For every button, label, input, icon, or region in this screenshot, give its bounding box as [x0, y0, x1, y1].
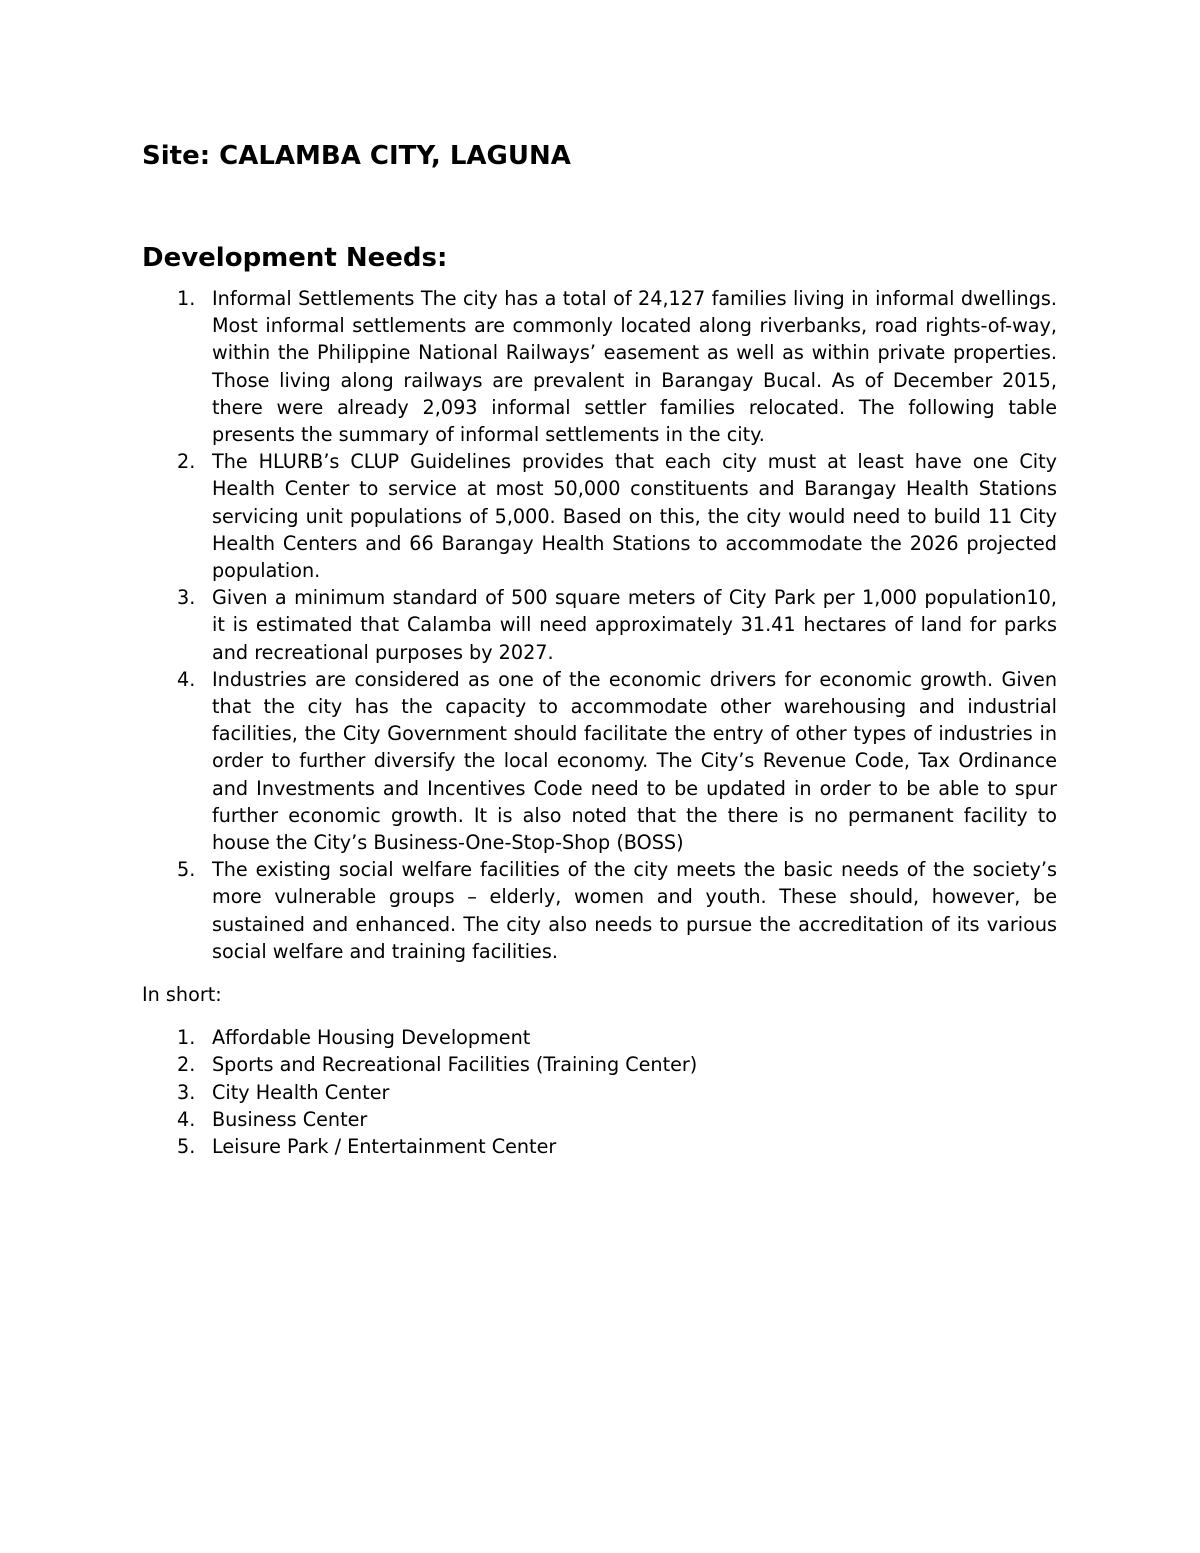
- list-item-number: 3.: [177, 1080, 196, 1104]
- list-item-text: Informal Settlements The city has a total of 24,127 families living in informal dwellings. Most informal settlements are commonly located along riverbanks, road rights-of-way, within the Philippine National Railways’ easement as well as within private properties. Those living along railways are prevalent in Barangay Bucal. As of December 2015, there were already 2,093 informal settler families relocated. The following table presents the summary of informal settlements in the city.: [212, 287, 1057, 447]
- list-item-text: Leisure Park / Entertainment Center: [212, 1135, 557, 1159]
- site-heading: Site: CALAMBA CITY, LAGUNA: [142, 141, 571, 171]
- list-item: [142, 448, 1057, 584]
- list-item: [142, 1079, 1057, 1106]
- list-item-text: Sports and Recreational Facilities (Training Center): [212, 1053, 698, 1077]
- list-item-number: 5.: [177, 858, 196, 882]
- list-item-number: 4.: [177, 667, 196, 691]
- list-item-text: Given a minimum standard of 500 square meters of City Park per 1,000 population10, it is estimated that Calamba will need approximately 31.41 hectares of land for parks and recreational purposes by 2027.: [212, 586, 1057, 664]
- list-item-number: 1.: [177, 1026, 196, 1050]
- list-item: [142, 666, 1057, 856]
- in-short-label: In short:: [142, 983, 222, 1007]
- list-item: [142, 285, 1057, 448]
- list-item-text: The existing social welfare facilities of the city meets the basic needs of the society’s more vulnerable groups – elderly, women and youth. These should, however, be sustained and enhanced. The city also needs to pursue the accreditation of its various social welfare and training facilities.: [212, 858, 1057, 963]
- list-item-number: 5.: [177, 1135, 196, 1159]
- list-item-number: 2.: [177, 1053, 196, 1077]
- list-item: [142, 856, 1057, 965]
- list-item-text: Business Center: [212, 1107, 368, 1131]
- list-item-number: 3.: [177, 586, 196, 610]
- list-item: [142, 584, 1057, 666]
- list-item-text: The HLURB’s CLUP Guidelines provides that each city must at least have one City Health Center to service at most 50,000 constituents and Barangay Health Stations servicing unit populations of 5,000. Based on this, the city would need to build 11 City Health Centers and 66 Barangay Health Stations to accommodate the 2026 projected population.: [212, 450, 1057, 583]
- list-item: [142, 1106, 1057, 1133]
- list-item: [142, 1133, 1057, 1160]
- list-item: [142, 1024, 1057, 1051]
- document-content: [142, 138, 1057, 1160]
- list-item-text: City Health Center: [212, 1080, 390, 1104]
- development-needs-heading: Development Needs:: [142, 243, 448, 273]
- list-item-text: Industries are considered as one of the economic drivers for economic growth. Given that the city has the capacity to accommodate other warehousing and industrial facilities, the City Government should facilitate the entry of other types of industries in order to further diversify the local economy. The City’s Revenue Code, Tax Ordinance and Investments and Incentives Code need to be updated in order to be able to spur further economic growth. It is also noted that the there is no permanent facility to house the City’s Business-One-Stop-Shop (BOSS): [212, 667, 1057, 855]
- summary-list: [142, 1024, 1057, 1160]
- list-item-number: 1.: [177, 287, 196, 310]
- list-item-number: 2.: [177, 450, 196, 474]
- list-item-text: Affordable Housing Development: [212, 1026, 531, 1050]
- development-needs-list: [142, 285, 1057, 965]
- list-item-number: 4.: [177, 1107, 196, 1131]
- list-item: [142, 1051, 1057, 1078]
